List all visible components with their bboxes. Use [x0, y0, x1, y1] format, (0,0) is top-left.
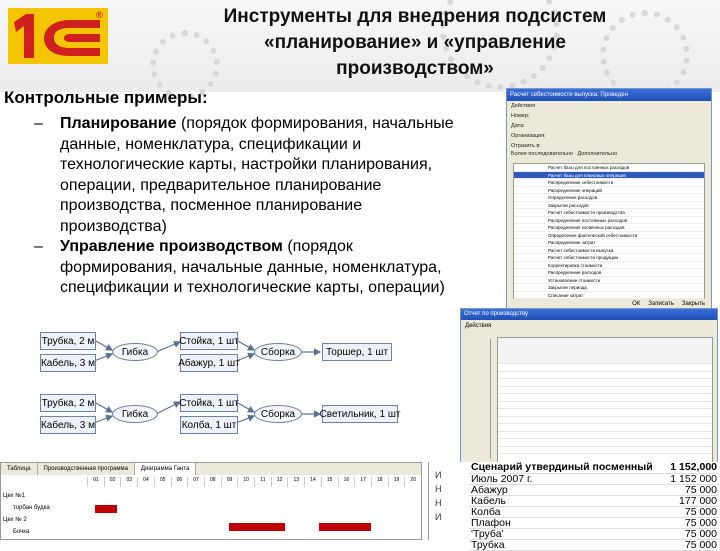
day-label: 07 [187, 477, 204, 487]
gantt-bar[interactable] [95, 505, 117, 513]
field-label: Номер: [511, 113, 530, 119]
day-label: 17 [354, 477, 371, 487]
flow-mid-node: Стойка, 1 шт [180, 332, 238, 350]
tab-table[interactable]: Таблица [1, 463, 38, 475]
table-row[interactable] [469, 495, 719, 506]
close-button[interactable]: Закрыть [681, 301, 705, 307]
table-header-row [469, 462, 719, 473]
title-line: «планирование» и «управление [264, 32, 566, 53]
bullet-item [30, 114, 470, 237]
product-plan-panel[interactable] [428, 461, 720, 551]
list-item[interactable]: Распределение затрат [514, 239, 704, 247]
report-grid[interactable] [497, 337, 713, 463]
grid-row[interactable] [498, 364, 712, 372]
gantt-day-header [87, 477, 421, 487]
operations-list[interactable] [513, 163, 705, 299]
list-item[interactable]: Расчет базы для постоянных расходов [514, 164, 704, 172]
gantt-row-label[interactable]: Бочка [13, 529, 30, 535]
product-table [469, 462, 719, 551]
gantt-chart-panel[interactable] [0, 462, 422, 540]
product-value: 75 000 [665, 539, 719, 550]
flow-input-node: Кабель, 3 м [40, 354, 96, 372]
day-label: 16 [338, 477, 355, 487]
flow-input-node: Трубка, 2 м [40, 332, 96, 350]
save-button[interactable]: Записать [648, 301, 674, 307]
header-value: 1 152,000 [665, 462, 719, 473]
field-label: Организация: [511, 133, 546, 139]
registered-mark: ® [96, 10, 103, 20]
tab-additional[interactable]: Дополнительно [577, 151, 618, 157]
title-line: производством» [336, 58, 494, 79]
product-value: 75 000 [665, 528, 719, 539]
list-item[interactable]: Распределение расходов [514, 269, 704, 277]
page-title [145, 4, 685, 82]
ok-button[interactable]: ОК [632, 301, 641, 307]
list-item[interactable]: Списание затрат [514, 292, 704, 300]
list-item[interactable]: Расчет базы для плановых операций [514, 172, 704, 180]
day-label: 02 [104, 477, 121, 487]
table-row[interactable] [469, 473, 719, 484]
gantt-row-label[interactable]: торбан будка [13, 505, 50, 511]
day-label: 09 [221, 477, 238, 487]
list-item[interactable]: Установление стоимости [514, 277, 704, 285]
production-report-window[interactable] [460, 308, 718, 468]
list-item[interactable]: Определение расходов [514, 194, 704, 202]
flow-output-node: Светильник, 1 шт [322, 405, 398, 423]
grid-row[interactable] [498, 394, 712, 402]
list-item[interactable]: Распределение себестоимости [514, 179, 704, 187]
list-item[interactable]: Распределение косвенных расходов [514, 224, 704, 232]
day-label: 14 [304, 477, 321, 487]
tree-marker: Н [435, 484, 442, 494]
flow-mid-node: Абажур, 1 шт [180, 354, 238, 372]
bullet-text: (порядок формирования, начальные данные, номенклатура, спецификации и технологические карты, настройки планирования, операции, предварительное планирование производства, посменное планирование производства) [60, 115, 454, 235]
product-name: Колба [469, 506, 665, 517]
tree-marker: И [435, 512, 442, 522]
table-row[interactable] [469, 539, 719, 550]
grid-row[interactable] [498, 372, 712, 380]
bullet-dash: – [34, 238, 43, 255]
grid-row[interactable] [498, 424, 712, 432]
flow-input-node: Трубка, 2 м [40, 394, 96, 412]
tab-gantt[interactable]: Диаграмма Ганта [135, 463, 196, 475]
list-item[interactable]: Определение фактической себестоимости [514, 232, 704, 240]
document-tabs[interactable] [507, 149, 711, 159]
field-label: Отразить в: [511, 143, 541, 149]
grid-row[interactable] [498, 417, 712, 425]
header-name: Сценарий утвердиный посменный [469, 462, 665, 473]
day-label: 20 [404, 477, 421, 487]
product-name: Июль 2007 г. [469, 473, 665, 484]
window-buttons [632, 301, 705, 307]
1c-logo [8, 8, 108, 64]
window-title-bar[interactable]: Отчет по производству [461, 309, 717, 320]
grid-row[interactable] [498, 379, 712, 387]
title-line: Инструменты для внедрения подсистем [223, 6, 607, 27]
bullet-item [30, 237, 470, 299]
day-label: 12 [271, 477, 288, 487]
day-label: 08 [204, 477, 221, 487]
product-name: Кабель [469, 495, 665, 506]
table-row[interactable] [469, 528, 719, 539]
day-label: 03 [120, 477, 137, 487]
product-name: Трубка [469, 539, 665, 550]
product-name: Плафон [469, 517, 665, 528]
tree-connector [467, 339, 491, 459]
product-value: 177 000 [665, 495, 719, 506]
window-title-bar[interactable]: Расчет себестоимости выпуска: Проведен [507, 89, 711, 101]
list-item[interactable]: Расчет себестоимости выпуска [514, 247, 704, 255]
day-label: 01 [87, 477, 104, 487]
grid-row[interactable] [498, 432, 712, 440]
list-item[interactable]: Распределение постоянных расходов [514, 217, 704, 225]
flow-assembly-node: Сборка [254, 405, 302, 423]
list-item[interactable]: Закрытие периода [514, 284, 704, 292]
list-item[interactable]: Закрытие расходов [514, 202, 704, 210]
gantt-bar[interactable] [229, 523, 285, 531]
product-name: 'Труба' [469, 528, 665, 539]
product-name: Абажур [469, 484, 665, 495]
section-subtitle: Контрольные примеры: [4, 88, 208, 107]
product-value: 75 000 [665, 484, 719, 495]
gantt-tabs [1, 463, 421, 475]
bullet-text: (порядок формирования, начальные данные, номенклатура, спецификации и технологические карты, операции) [60, 238, 445, 296]
flow-operation-node: Гибка [112, 405, 158, 423]
day-label: 04 [137, 477, 154, 487]
grid-row[interactable] [498, 409, 712, 417]
list-item[interactable]: Расчет себестоимости продукции [514, 254, 704, 262]
product-value: 1 152 000 [665, 473, 719, 484]
day-label: 10 [237, 477, 254, 487]
bullet-bold: Планирование [60, 115, 177, 132]
day-label: 11 [254, 477, 271, 487]
slide-header [0, 0, 720, 92]
flow-input-node: Кабель, 3 м [40, 416, 96, 434]
table-row[interactable] [469, 484, 719, 495]
list-item[interactable]: Расчет себестоимости производства [514, 209, 704, 217]
flow-mid-node: Стойка, 1 шт [180, 394, 238, 412]
flow-mid-node: Колба, 1 шт [180, 416, 238, 434]
grid-row[interactable] [498, 439, 712, 447]
product-value: 75 000 [665, 506, 719, 517]
production-flow-diagram [40, 330, 400, 440]
field-label: Дата: [511, 123, 525, 129]
flow-output-node: Торшер, 1 шт [322, 343, 392, 361]
flow-assembly-node: Сборка [254, 343, 302, 361]
window-toolbar[interactable]: Действия [511, 103, 536, 109]
table-row[interactable] [469, 506, 719, 517]
cost-calculation-window[interactable] [506, 88, 712, 312]
day-label: 19 [388, 477, 405, 487]
tab-operations[interactable]: Более последовательно [511, 151, 573, 157]
gantt-row-label[interactable]: Цех №1 [3, 493, 26, 499]
grid-row[interactable] [498, 387, 712, 395]
day-label: 05 [154, 477, 171, 487]
day-label: 13 [287, 477, 304, 487]
day-label: 18 [371, 477, 388, 487]
tree-markers [435, 468, 442, 524]
day-label: 06 [171, 477, 188, 487]
grid-header [498, 338, 712, 364]
bullet-list [30, 114, 470, 299]
table-row[interactable] [469, 517, 719, 528]
day-label: 15 [321, 477, 338, 487]
tab-production-program[interactable]: Производственная программа [38, 463, 135, 475]
tree-marker: Н [435, 498, 442, 508]
grid-row[interactable] [498, 402, 712, 410]
bullet-dash: – [34, 115, 43, 132]
flow-operation-node: Гибка [112, 343, 158, 361]
tree-marker: И [435, 470, 442, 480]
window-toolbar[interactable]: Действия [465, 323, 492, 329]
list-item[interactable]: Корректировка стоимости [514, 262, 704, 270]
grid-row[interactable] [498, 447, 712, 455]
product-value: 75 000 [665, 517, 719, 528]
gantt-row-label[interactable]: Цех № 2 [3, 517, 27, 523]
list-item[interactable]: Распределение операций [514, 187, 704, 195]
bullet-bold: Управление производством [60, 238, 283, 255]
gantt-bar[interactable] [319, 523, 371, 531]
